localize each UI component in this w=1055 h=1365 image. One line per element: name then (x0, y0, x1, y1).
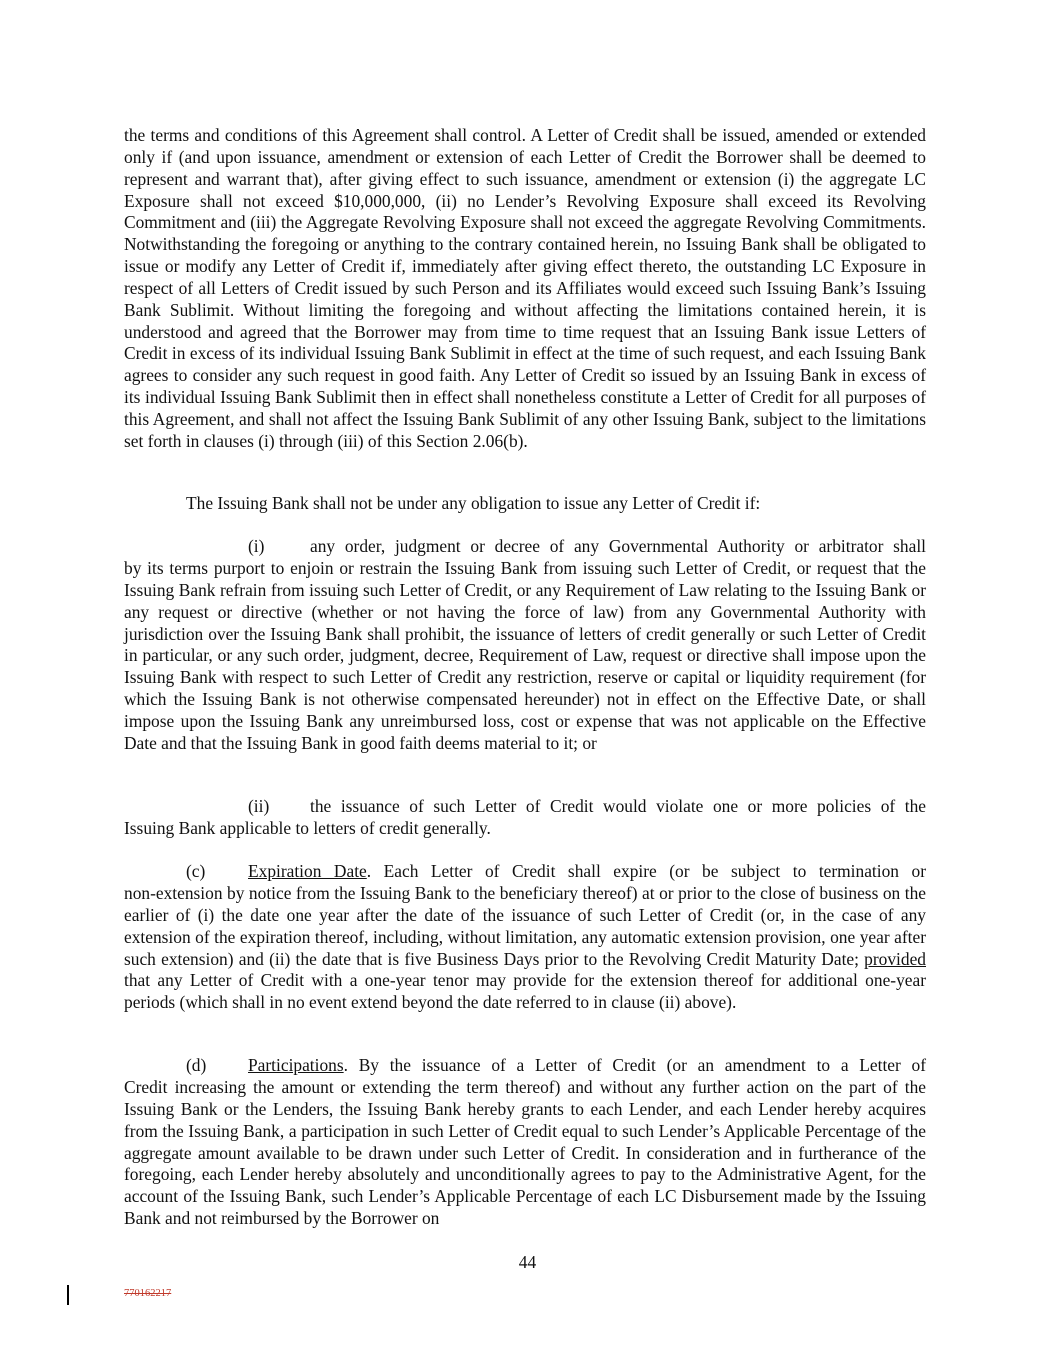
section-d-body: Credit increasing the amount or extending the term thereof) and without any further action on the part of the Issuing Bank or the Lenders, the Issuing Bank hereby grants to each Lender, and each Lender hereby acquires from the Issuing Bank, a participation in such Letter of Credit equal to such Lender’s Applicable Percentage of the aggregate amount available to be drawn under such Letter of Credit. In consideration and in furtherance of the foregoing, each Lender hereby absolutely and unconditionally agrees to pay to the Administrative Agent, for the account of the Issuing Bank, such Lender’s Applicable Percentage of each LC Disbursement made by the Issuing Bank and not reimbursed by the Borrower on (124, 1077, 926, 1229)
section-d-number: (d) (186, 1055, 207, 1075)
section-c-first-line (248, 861, 926, 883)
section-c-body-part-b: that any Letter of Credit with a one-year tenor may provide for the extension thereof for additional one-year periods (which shall in no event extend beyond the date referred to in clause (ii) above). (124, 970, 926, 1013)
page-number: 44 (518, 1252, 537, 1272)
clause-ii-number: (ii) (248, 796, 270, 816)
section-c-number: (c) (186, 861, 206, 881)
change-bar (67, 1285, 69, 1305)
document-id: 770162217 (124, 1288, 172, 1299)
section-d-first-line (248, 1055, 926, 1077)
clause-ii-body: Issuing Bank applicable to letters of credit generally. (124, 818, 491, 838)
clause-i-number: (i) (248, 536, 265, 556)
paragraph-letter-of-credit-terms: the terms and conditions of this Agreement shall control. A Letter of Credit shall be issued, amended or extended only if (and upon issuance, amendment or extension of each Letter of Credit the Borrower shall be deemed to represent and warrant that), after giving effect to such issuance, amendment or extension (i) the aggregate LC Exposure shall not exceed $10,000,000, (ii) no Lender’s Revolving Exposure shall exceed its Revolving Commitment and (iii) the Aggregate Revolving Exposure shall not exceed the aggregate Revolving Commitments. Notwithstanding the foregoing or anything to the contrary contained herein, no Issuing Bank shall be obligated to issue or modify any Letter of Credit if, immediately after giving effect thereto, the outstanding LC Exposure in respect of all Letters of Credit issued by such Person and its Affiliates would exceed such Issuing Bank’s Issuing Bank Sublimit. Without limiting the foregoing and without affecting the limitations contained herein, it is understood and agreed that the Borrower may from time to time request that an Issuing Bank issue Letters of Credit in excess of its individual Issuing Bank Sublimit in effect at the time of such request, and each Issuing Bank agrees to consider any such request in good faith. Any Letter of Credit so issued by an Issuing Bank in excess of its individual Issuing Bank Sublimit then in effect shall nonetheless constitute a Letter of Credit for all purposes of this Agreement, and shall not affect the Issuing Bank Sublimit of any other Issuing Bank, subject to the limitations set forth in clauses (i) through (iii) of this Section 2.06(b). (124, 125, 926, 451)
clause-ii-first-line: the issuance of such Letter of Credit would violate one or more policies of the (310, 796, 926, 816)
section-c-body-part-a: non-extension by notice from the Issuing Bank to the beneficiary thereof) at or prior to the close of business on the earlier of (i) the date one year after the date of the issuance of such Letter of Credit (or, in the case of any extension of the expiration thereof, including, without limitation, any automatic extension provision, one year after such extension) and (ii) the date that is five Business Days prior to the Revolving Credit Maturity Date; (124, 883, 926, 969)
section-c-provided: provided (864, 948, 926, 969)
section-d-heading: Participations (248, 1055, 344, 1075)
clause-i-first-line: any order, judgment or decree of any Governmental Authority or arbitrator shall (310, 536, 926, 556)
section-c-first-text: . Each Letter of Credit shall expire (or be subject to termination or (366, 861, 926, 881)
section-c-body (124, 883, 926, 1014)
paragraph-issuing-bank-obligation: The Issuing Bank shall not be under any obligation to issue any Letter of Credit if: (186, 493, 761, 513)
clause-i-body: by its terms purport to enjoin or restrain the Issuing Bank from issuing such Letter of Credit, or request that the Issuing Bank refrain from issuing such Letter of Credit, or any Requirement of Law relating to the Issuing Bank or any request or directive (whether or not having the force of law) from any Governmental Authority with jurisdiction over the Issuing Bank shall prohibit, the issuance of letters of credit generally or such Letter of Credit in particular, or any such order, judgment, decree, Requirement of Law, request or directive shall impose upon the Issuing Bank with respect to such Letter of Credit any restriction, reserve or capital or liquidity requirement (for which the Issuing Bank is not otherwise compensated hereunder) not in effect on the Effective Date, or shall impose upon the Issuing Bank any unreimbursed loss, cost or expense that was not applicable on the Effective Date and that the Issuing Bank in good faith deems material to it; or (124, 558, 926, 753)
section-d-first-text: . By the issuance of a Letter of Credit (or an amendment to a Letter of (343, 1055, 926, 1075)
section-c-heading: Expiration Date (248, 861, 367, 881)
